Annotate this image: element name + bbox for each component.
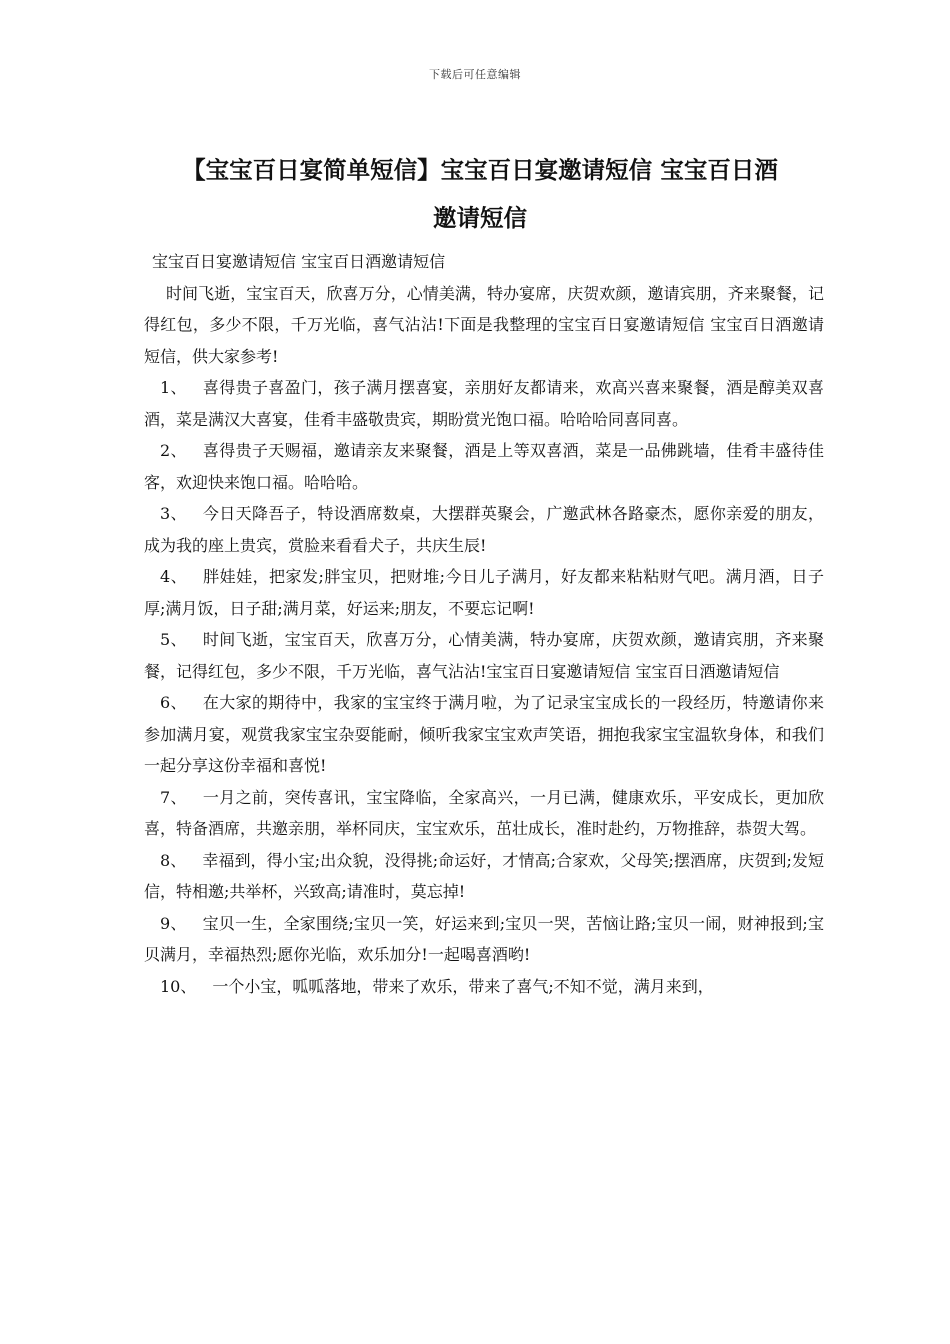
document-title-line-1: 【宝宝百日宴简单短信】宝宝百日宴邀请短信 宝宝百日酒: [182, 156, 778, 184]
list-item-text: 胖娃娃，把家发;胖宝贝，把财堆;今日儿子满月，好友都来粘粘财气吧。满月酒，日子厚;满月饭，日子甜;满月菜，好运来;朋友，不要忘记啊!: [144, 567, 824, 618]
list-item-number: 2、: [160, 441, 187, 460]
list-item: [144, 845, 824, 908]
list-item-text: 今日天降吾子，特设酒席数桌，大摆群英聚会，广邀武林各路豪杰，愿你亲爱的朋友，成为我的座上贵宾，赏脸来看看犬子，共庆生辰!: [144, 504, 824, 555]
list-item-number: 3、: [160, 504, 187, 523]
list-item-text: 宝贝一生，全家围绕;宝贝一笑，好运来到;宝贝一哭，苦恼让路;宝贝一闹，财神报到;宝贝满月，幸福热烈;愿你光临，欢乐加分!一起喝喜酒哟!: [144, 913, 824, 964]
list-item: [144, 624, 824, 687]
list-item: [144, 971, 824, 1003]
list-item-text: 幸福到，得小宝;出众貌，没得挑;命运好，才情高;合家欢，父母笑;摆酒席，庆贺到;发短信，特相邀;共举杯，兴致高;请准时，莫忘掉!: [144, 850, 824, 901]
list-item-text: 喜得贵子天赐福，邀请亲友来聚餐，酒是上等双喜酒，菜是一品佛跳墙，佳肴丰盛待佳客，欢迎快来饱口福。哈哈哈。: [144, 441, 824, 492]
list-item-number: 1、: [160, 378, 187, 397]
list-item: [144, 561, 824, 624]
list-item: [144, 372, 824, 435]
document-title: [140, 146, 820, 242]
list-item-number: 10、: [160, 976, 197, 996]
list-item: [144, 687, 824, 782]
list-item-text: 时间飞逝，宝宝百天，欣喜万分，心情美满，特办宴席，庆贺欢颜，邀请宾朋，齐来聚餐，记得红包，多少不限，千万光临，喜气沾沾!宝宝百日宴邀请短信 宝宝百日酒邀请短信: [144, 630, 824, 681]
list-item: [144, 782, 824, 845]
list-item-text: 一个小宝，呱呱落地，带来了欢乐，带来了喜气;不知不觉，满月来到，: [212, 976, 714, 996]
document-subtitle: 宝宝百日宴邀请短信 宝宝百日酒邀请短信: [152, 252, 446, 271]
list-item-number: 4、: [160, 567, 188, 586]
list-item: [144, 498, 824, 561]
list-item-number: 8、: [160, 850, 187, 870]
list-item-number: 9、: [160, 913, 187, 933]
list-item: [144, 908, 824, 971]
page-header-note: 下载后可任意编辑: [429, 68, 521, 81]
intro-paragraph: 时间飞逝，宝宝百天，欣喜万分，心情美满，特办宴席，庆贺欢颜，邀请宾朋，齐来聚餐，记得红包，多少不限，千万光临，喜气沾沾!下面是我整理的宝宝百日宴邀请短信 宝宝百日酒邀请短信，供大家参考!: [144, 283, 824, 366]
list-item-number: 7、: [160, 787, 187, 807]
list-item-text: 喜得贵子喜盈门，孩子满月摆喜宴，亲朋好友都请来，欢高兴喜来聚餐，酒是醇美双喜酒，菜是满汉大喜宴，佳肴丰盛敬贵宾，期盼赏光饱口福。哈哈哈同喜同喜。: [144, 378, 824, 429]
document-body: [144, 246, 824, 1002]
document-title-line-2: 邀请短信: [433, 204, 527, 232]
list-item-number: 6、: [160, 693, 187, 712]
list-item: [144, 435, 824, 498]
list-item-number: 5、: [160, 630, 187, 649]
list-item-text: 在大家的期待中，我家的宝宝终于满月啦，为了记录宝宝成长的一段经历，特邀请你来参加满月宴，观赏我家宝宝杂耍能耐，倾听我家宝宝欢声笑语，拥抱我家宝宝温软身体，和我们一起分享这份幸福和喜悦!: [144, 693, 824, 775]
list-item-text: 一月之前，突传喜讯，宝宝降临，全家高兴，一月已满，健康欢乐，平安成长，更加欣喜，特备酒席，共邀亲朋，举杯同庆，宝宝欢乐，茁壮成长，准时赴约，万物推辞，恭贺大驾。: [144, 787, 824, 838]
